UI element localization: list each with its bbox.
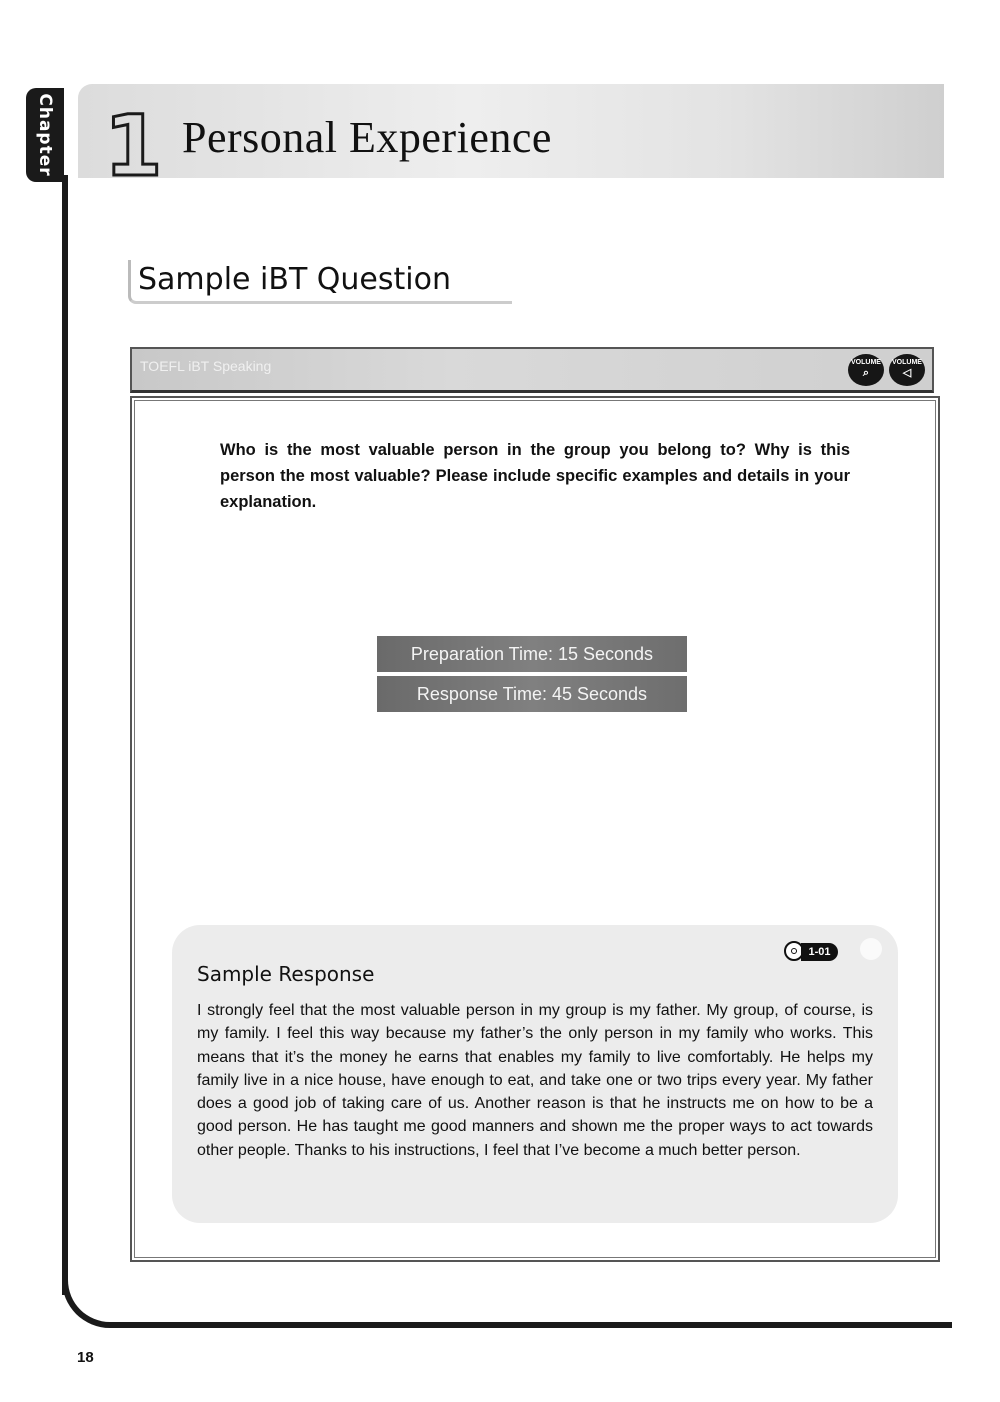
decorative-dot: [860, 938, 882, 960]
response-time-box: Response Time: 45 Seconds: [377, 676, 687, 712]
chapter-tab: [26, 88, 64, 182]
toefl-toolbar-label: TOEFL iBT Speaking: [140, 358, 272, 374]
chapter-number: 1: [104, 97, 163, 195]
page-frame-corner: [62, 1270, 122, 1328]
section-heading: Sample iBT Question: [138, 262, 451, 297]
preparation-time-box: Preparation Time: 15 Seconds: [377, 636, 687, 672]
question-text: Who is the most valuable person in the group you belong to? Why is this person the most valuable? Please include specific examples and details in your explanation.: [220, 441, 850, 511]
audio-track-badge[interactable]: [784, 941, 838, 963]
volume-button[interactable]: [848, 354, 884, 386]
sample-response-heading: Sample Response: [197, 962, 375, 986]
page-number: 18: [77, 1349, 94, 1366]
page-frame-left: [62, 175, 68, 1295]
sample-response-body: I strongly feel that the most valuable person in my group is my father. My group, of course, is my family. I feel this way because my father’s the only person in my family who works. This means that it’s the money he earns that enables my family to live comfortably. He helps my family live in a nice house, have enough to eat, and take one or two trips every year. My father does a good job of taking care of us. Another reason is that he instructs me on how to be a good person. He has taught me good manners and shown me the proper ways to act towards other people. Thanks to his instructions, I feel that I’ve become a much better person.: [197, 1002, 873, 1159]
volume-icon: ⌕: [862, 367, 870, 379]
volume-button-label: VOLUME: [851, 359, 881, 366]
speaker-icon: ◁: [902, 367, 912, 379]
chapter-title: Personal Experience: [182, 113, 552, 162]
audio-track-label: 1-01: [801, 943, 838, 961]
page-frame-bottom: [110, 1322, 952, 1328]
speaker-button-label: VOLUME: [892, 359, 922, 366]
speaker-button[interactable]: [889, 354, 925, 386]
chapter-tab-label: Chapter: [35, 93, 55, 177]
